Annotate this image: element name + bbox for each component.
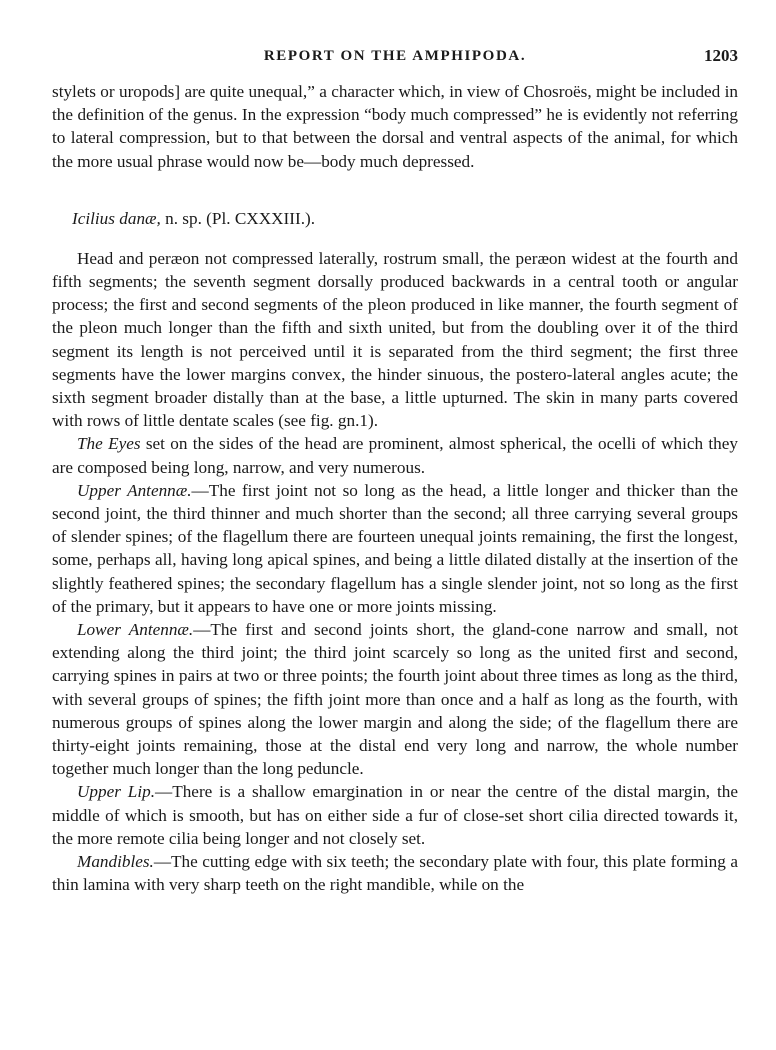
lower-antennae-label: Lower Antennæ. xyxy=(77,620,194,640)
lower-antennae-text: —The first and second joints short, the gland-cone narrow and small, not extending along the third joint; the third joint scarcely so long as the united first and second, carrying spines in pairs at two or three points; the fourth joint about three times as long as the third, with several groups of spines; the fifth joint more than once and a half as long as the fourth, with numerous groups of spines along the lower margin and along the side; of the flagellum there are thirty-eight joints remaining, those at the distal end very long and narrow, the whole number together much longer than the long peduncle. xyxy=(52,620,738,779)
eyes-text: set on the sides of the head are prominent, almost spherical, the ocelli of which they are composed being long, narrow, and very numerous. xyxy=(52,434,738,477)
paragraph-continuation: stylets or uropods] are quite unequal,” a character which, in view of Chosroës, might be included in the definition of the genus. In the expression “body much compressed” he is evidently not referring to lateral compression, but to that between the dorsal and ventral aspects of the animal, for which the more usual phrase would now be—body much depressed. xyxy=(52,82,738,171)
mandibles-text: —The cutting edge with six teeth; the secondary plate with four, this plate forming a thin lamina with very sharp teeth on the right mandible, while on the xyxy=(52,852,738,895)
upper-lip-label: Upper Lip. xyxy=(77,782,156,802)
paragraph-eyes xyxy=(52,432,738,478)
page xyxy=(52,0,738,897)
upper-antennae-label: Upper Antennæ. xyxy=(77,480,192,500)
running-head xyxy=(52,48,738,78)
paragraph-upper-antennae xyxy=(52,479,738,618)
page-number: 1203 xyxy=(704,46,738,65)
eyes-label: The Eyes xyxy=(77,434,141,454)
mandibles-label: Mandibles. xyxy=(77,852,154,872)
running-title: REPORT ON THE AMPHIPODA. xyxy=(263,48,527,64)
species-name: Icilius danæ, xyxy=(72,208,161,228)
upper-antennae-text: —The first joint not so long as the head, a little longer and thicker than the second joint, the third thinner and much shorter than the second; all three carrying several groups of slender spines; of the flagellum there are fourteen unequal joints remaining, the first the longest, some, perhaps all, having long apical spines, and being a little dilated distally at the insertion of the slightly feathered spines; the secondary flagellum has a single slender joint, not so long as the first of the primary, but it appears to have one or more joints missing. xyxy=(52,480,738,616)
paragraph-lower-antennae xyxy=(52,618,738,780)
paragraph-upper-lip xyxy=(52,780,738,850)
species-heading-rest: n. sp. (Pl. CXXXIII.). xyxy=(160,208,316,228)
paragraph-description: Head and peræon not compressed laterally, rostrum small, the peræon widest at the fourth and fifth segments; the seventh segment dorsally produced backwards in a central tooth or angular process; the first and second segments of the pleon produced in like manner, the fourth segment of the pleon much longer than the fifth and sixth united, but from the doubling over it of the third segment its length is not perceived until it is separated from the third segment; the first three segments have the lower margins convex, the hinder sinuous, the postero-lateral angles acute; the sixth segment broader distally than at the base, a little upturned. The skin in many parts covered with rows of little dentate scales (see fig. gn.1). xyxy=(52,248,738,431)
paragraph-mandibles xyxy=(52,850,738,896)
upper-lip-text: —There is a shallow emargination in or near the centre of the distal margin, the middle of which is smooth, but has on either side a fur of close-set short cilia directed towards it, the more remote cilia being longer and not closely set. xyxy=(52,782,738,848)
species-heading xyxy=(72,207,738,230)
